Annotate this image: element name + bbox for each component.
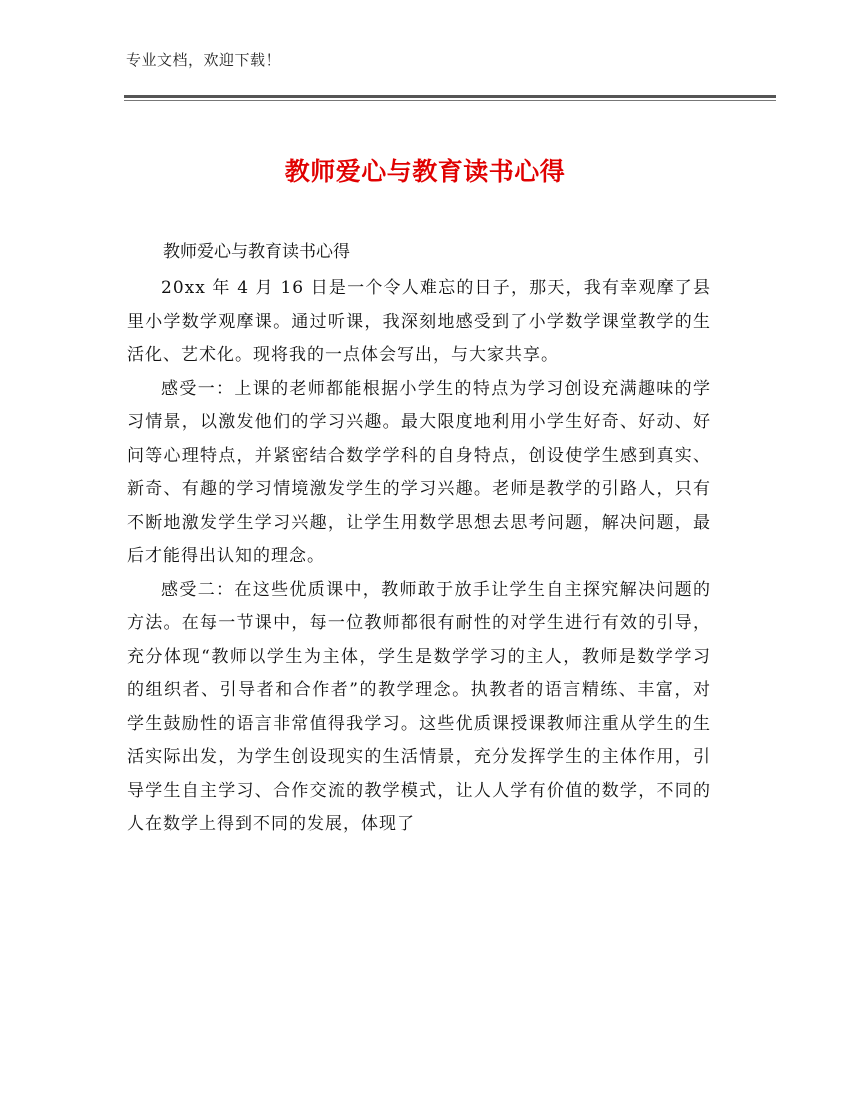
paragraph-intro: 20xx 年 4 月 16 日是一个令人难忘的日子，那天，我有幸观摩了县里小学数学观摩课。通过听课，我深刻地感受到了小学数学课堂教学的生活化、艺术化。现将我的一点体会写出，与大家共享。 [127,278,711,365]
paragraph-feeling-one: 感受一：上课的老师都能根据小学生的特点为学习创设充满趣味的学习情景，以激发他们的学习兴趣。最大限度地利用小学生好奇、好动、好问等心理特点，并紧密结合数学学科的自身特点，创设使学生感到真实、新奇、有趣的学习情境激发学生的学习兴趣。老师是教学的引路人，只有不断地激发学生学习兴趣，让学生用数学思想去思考问题，解决问题，最后才能得出认知的理念。 [127,378,711,566]
paragraph-feeling-two: 感受二：在这些优质课中，教师敢于放手让学生自主探究解决问题的方法。在每一节课中，每一位教师都很有耐性的对学生进行有效的引导，充分体现“教师以学生为主体，学生是数学学习的主人，教师是数学学习的组织者、引导者和合作者”的教学理念。执教者的语言精练、丰富，对学生鼓励性的语言非常值得我学习。这些优质课授课教师注重从学生的生活实际出发，为学生创设现实的生活情景，充分发挥学生的主体作用，引导学生自主学习、合作交流的教学模式，让人人学有价值的数学，不同的人在数学上得到不同的发展，体现了 [127,579,711,834]
header-note: 专业文档，欢迎下载！ [126,51,282,69]
header-divider-thin [124,100,776,101]
header-divider [124,95,776,101]
header-divider-thick [124,95,776,98]
document-title: 教师爱心与教育读书心得 [284,157,566,186]
document-subtitle: 教师爱心与教育读书心得 [163,242,350,262]
document-body [127,272,711,842]
